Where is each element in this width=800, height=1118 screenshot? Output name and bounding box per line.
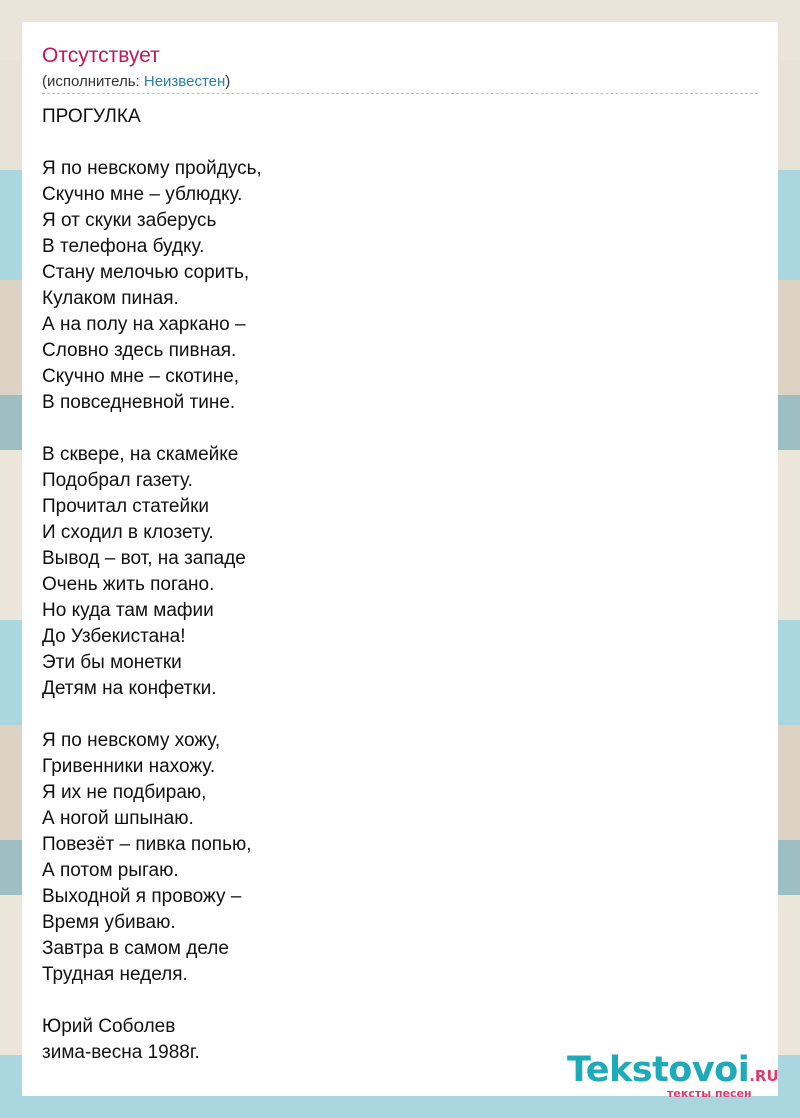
lyric-line: [42, 416, 742, 442]
lyric-line: зима-весна 1988г.: [42, 1042, 200, 1063]
lyric-line: А ногой шпынаю.: [42, 808, 194, 829]
lyric-line: Прочитал статейки: [42, 496, 210, 517]
lyric-line: И сходил в клозету.: [42, 522, 214, 543]
artist-suffix: ): [225, 73, 231, 90]
lyric-line: Время убиваю.: [42, 912, 176, 933]
logo-tagline: тексты песен: [667, 1087, 752, 1100]
lyric-line: Я их не подбираю,: [42, 782, 207, 803]
lyric-line: А потом рыгаю.: [42, 860, 179, 881]
artist-line: [42, 73, 230, 91]
lyric-line: Завтра в самом деле: [42, 938, 229, 959]
lyric-line: Повезёт – пивка попью,: [42, 834, 252, 855]
lyric-line: Выходной я провожу –: [42, 886, 242, 907]
lyric-line: Словно здесь пивная.: [42, 340, 237, 361]
lyric-line: Скучно мне – скотине,: [42, 366, 240, 387]
lyric-line: ПРОГУЛКА: [42, 106, 141, 127]
lyric-line: [42, 702, 742, 728]
song-title: Отсутствует: [42, 44, 160, 67]
lyric-line: Гривенники нахожу.: [42, 756, 216, 777]
lyric-line: До Узбекистана!: [42, 626, 186, 647]
lyric-line: В повседневной тине.: [42, 392, 236, 413]
lyric-line: Но куда там мафии: [42, 600, 214, 621]
lyric-line: Вывод – вот, на западе: [42, 548, 246, 569]
lyric-line: Юрий Соболев: [42, 1016, 176, 1037]
lyric-line: Я по невскому хожу,: [42, 730, 221, 751]
lyric-line: Трудная неделя.: [42, 964, 188, 985]
lyric-line: В сквере, на скамейке: [42, 444, 239, 465]
logo-wordmark: Tekstovoi: [567, 1050, 750, 1090]
lyric-line: Подобрал газету.: [42, 470, 193, 491]
lyrics-card: [22, 22, 779, 1100]
lyric-line: Кулаком пиная.: [42, 288, 179, 309]
lyric-line: [42, 988, 742, 1014]
lyrics-body: [42, 104, 742, 1066]
logo-tld: .RU: [749, 1067, 779, 1085]
lyric-line: [42, 130, 742, 156]
site-logo[interactable]: [567, 1050, 779, 1100]
artist-prefix: (исполнитель:: [42, 73, 144, 90]
artist-link[interactable]: Неизвестен: [143, 73, 226, 90]
lyric-line: Я от скуки заберусь: [42, 210, 217, 231]
lyric-line: Я по невскому пройдусь,: [42, 158, 262, 179]
lyric-line: Детям на конфетки.: [42, 678, 217, 699]
lyric-line: Очень жить погано.: [42, 574, 215, 595]
lyric-line: А на полу на харкано –: [42, 314, 246, 335]
divider: [42, 93, 758, 94]
lyric-line: В телефона будку.: [42, 236, 205, 257]
lyric-line: Стану мелочью сорить,: [42, 262, 250, 283]
lyric-line: Скучно мне – ублюдку.: [42, 184, 243, 205]
lyric-line: Эти бы монетки: [42, 652, 182, 673]
